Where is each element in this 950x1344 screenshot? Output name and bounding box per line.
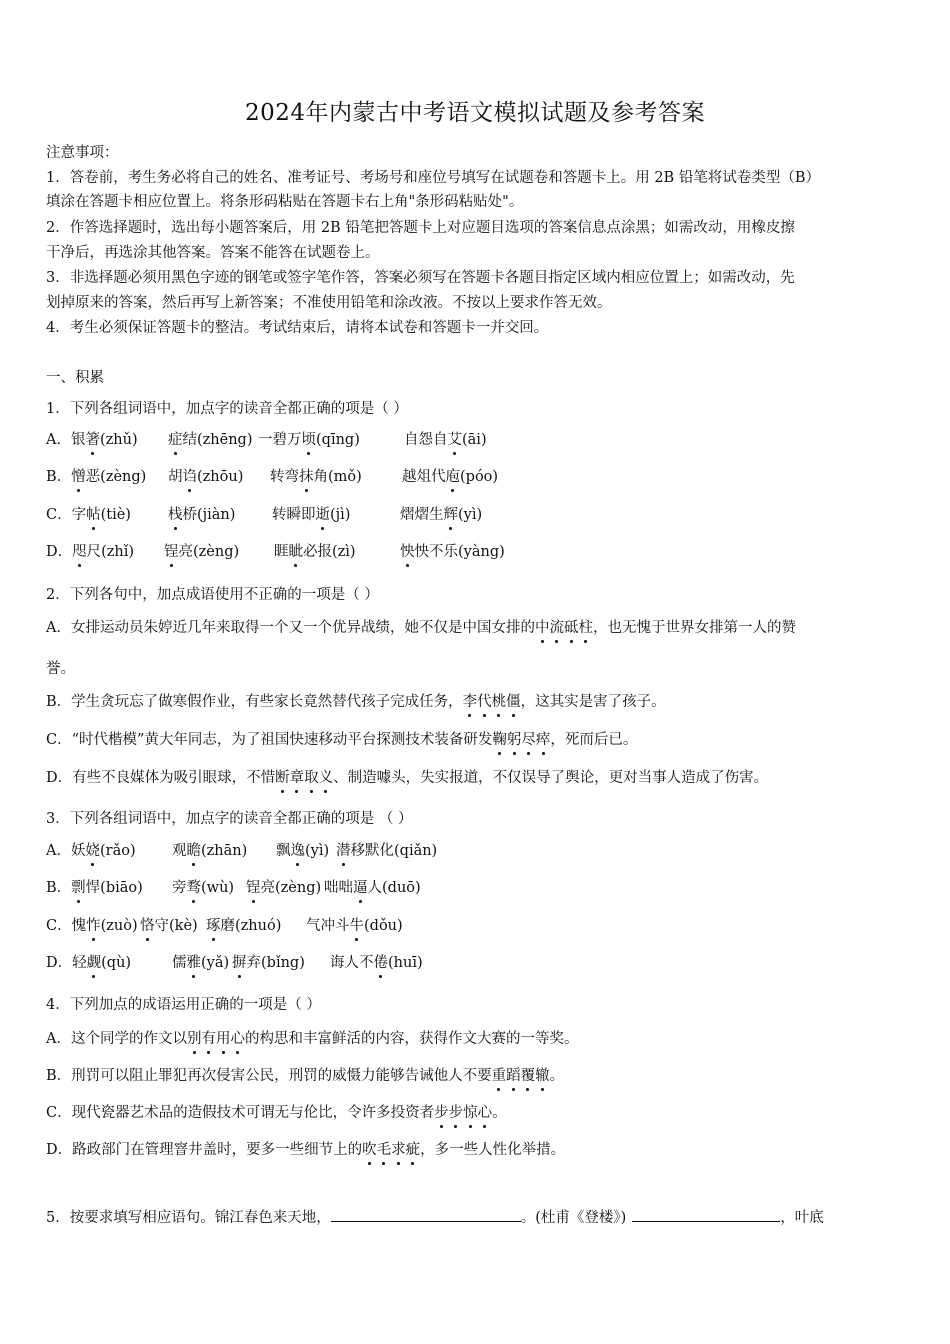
q2-option-b: B．学生贪玩忘了做寒假作业，有些家长竟然替代孩子完成任务，李代桃僵，这其实是害了孩子。	[46, 694, 666, 710]
emphasis-char: 鞠	[492, 732, 507, 748]
idiom-d	[275, 770, 333, 786]
emphasis-char: 桃	[491, 694, 507, 710]
notice-line-2b: 干净后，再选涂其他答案。答案不能答在试题卷上。	[46, 245, 380, 261]
emphasis-char: 步	[434, 1105, 449, 1121]
emphasis-char: 辙	[535, 1068, 550, 1084]
q2-option-d: D．有些不良媒体为吸引眼球，不惜断章取义、制造噱头，失实报道，不仅误导了舆论，更对当事人造成了伤害。	[46, 770, 769, 786]
notice-line-2a: 2．作答选择题时，选出每小题答案后，用 2B 铅笔把答题卡上对应题目选项的答案信息点涂黑；如需改动，用橡皮擦	[46, 220, 795, 236]
emphasis-char: 毛	[376, 1142, 392, 1158]
q2-option-a-cont: 誉。	[46, 661, 75, 677]
emphasis-char: 疵	[405, 1142, 421, 1158]
q5-line: 5．按要求填写相应语句。锦江春色来天地， 。(杜甫《登楼》) ，叶底	[46, 1210, 824, 1226]
q1-option-a: A．银箸(zhǔ) 症结(zhēng) 一碧万顷(qīng) 自怨自艾(āi)	[46, 432, 487, 448]
idiom-c	[492, 732, 550, 748]
emphasis-char: 用	[215, 1031, 231, 1047]
emphasis-char: 取	[304, 770, 319, 786]
emphasis-char: 吹	[362, 1142, 377, 1158]
answer-blank-1[interactable]	[331, 1219, 521, 1222]
emphasis-char: 瘁	[535, 732, 551, 748]
emphasis-char: 心	[230, 1031, 245, 1047]
q3-option-c: C．愧怍(zuò) 恪守(kè) 琢磨(zhuó) 气冲斗牛(dǒu)	[46, 918, 403, 934]
emphasis-char: 柱	[578, 620, 593, 636]
q3-option-a: A．妖娆(rǎo) 观瞻(zhān) 飘逸(yì) 潜移默化(qiǎn)	[46, 843, 438, 859]
q1-option-d: D．咫尺(zhǐ) 锃亮(zèng) 睚眦必报(zì) 怏怏不乐(yàng)	[46, 544, 505, 560]
notice-line-1a: 1．答卷前，考生务必将自己的姓名、准考证号、考场号和座位号填写在试题卷和答题卡上。用 2B 铅笔将试卷类型（B）	[46, 170, 820, 186]
notice-line-3b: 划掉原来的答案，然后再写上新答案；不准使用铅笔和涂改液。不按以上要求作答无效。	[46, 295, 612, 311]
emphasis-char: 义	[318, 770, 334, 786]
q1-option-c: C．字帖(tiè) 栈桥(jiàn) 转瞬即逝(jì) 熠熠生辉(yì)	[46, 507, 483, 523]
emphasis-char: 章	[289, 770, 305, 786]
q4-option-c: C．现代瓷器艺术品的造假技术可谓无与伦比，令许多投资者步步惊心。	[46, 1105, 507, 1121]
q2-stem: 2．下列各句中，加点成语使用不正确的一项是（ ）	[46, 587, 379, 603]
notice-line-3a: 3．非选择题必须用黑色字迹的钢笔或签字笔作答，答案必须写在答题卡各题目指定区域内相应位置上；如需改动，先	[46, 270, 795, 286]
idiom-d	[362, 1142, 420, 1158]
emphasis-char: 惊	[463, 1105, 478, 1121]
answer-blank-2[interactable]	[632, 1219, 780, 1222]
q2-option-c: C．“时代楷模”黄大年同志，为了祖国快速移动平台探测技术装备研发鞠躬尽瘁，死而后已。	[46, 732, 638, 748]
q4-option-a: A．这个同学的作文以别有用心的构思和丰富鲜活的内容，获得作文大赛的一等奖。	[46, 1031, 579, 1047]
q4-stem: 4．下列加点的成语运用正确的一项是（ ）	[46, 997, 321, 1013]
emphasis-char: 断	[275, 770, 290, 786]
emphasis-char: 代	[477, 694, 492, 710]
idiom-c	[434, 1105, 492, 1121]
emphasis-char: 躬	[506, 732, 522, 748]
notice-line-4: 4．考生必须保证答题卡的整洁。考试结束后，请将本试卷和答题卡一并交回。	[46, 320, 549, 336]
idiom-a	[187, 1031, 245, 1047]
q4-option-b: B．刑罚可以阻止罪犯再次侵害公民，刑罚的威慑力能够告诫他人不要重蹈覆辙。	[46, 1068, 565, 1084]
notice-heading: 注意事项：	[46, 145, 119, 161]
emphasis-char: 僵	[506, 694, 521, 710]
idiom-a	[535, 620, 593, 636]
emphasis-char: 有	[201, 1031, 216, 1047]
emphasis-char: 流	[549, 620, 564, 636]
emphasis-char: 砥	[563, 620, 579, 636]
q3-stem: 3．下列各组词语中，加点字的读音全都正确的项是 （ ）	[46, 811, 413, 827]
q3-option-b: B．剽悍(biāo) 旁骛(wù) 锃亮(zèng) 咄咄逼人(duō)	[46, 880, 421, 896]
emphasis-char: 覆	[520, 1068, 536, 1084]
emphasis-char: 中	[534, 620, 550, 636]
q2-option-a: A．女排运动员朱婷近几年来取得一个又一个优异战绩，她不仅是中国女排的中流砥柱，也无愧于世界女排第一人的赞	[46, 620, 796, 636]
emphasis-char: 心	[477, 1105, 493, 1121]
emphasis-char: 重	[491, 1068, 507, 1084]
notice-line-1b: 填涂在答题卡相应位置上。将条形码粘贴在答题卡右上角"条形码粘贴处"。	[46, 194, 524, 210]
q4-option-d: D．路政部门在管理窨井盖时，要多一些细节上的吹毛求疵，多一些人性化举措。	[46, 1142, 566, 1158]
page-title: 2024年内蒙古中考语文模拟试题及参考答案	[244, 100, 706, 126]
q1-option-b: B．憎恶(zèng) 胡诌(zhōu) 转弯抹角(mǒ) 越俎代庖(póo)	[46, 469, 499, 485]
emphasis-char: 别	[186, 1031, 202, 1047]
emphasis-char: 蹈	[506, 1068, 521, 1084]
q1-stem: 1．下列各组词语中，加点字的读音全都正确的项是（ ）	[46, 401, 408, 417]
section-heading: 一、积累	[46, 370, 104, 386]
emphasis-char: 步	[448, 1105, 464, 1121]
idiom-b	[463, 694, 521, 710]
idiom-b	[492, 1068, 550, 1084]
emphasis-char: 尽	[521, 732, 536, 748]
emphasis-char: 求	[391, 1142, 406, 1158]
q3-option-d: D．轻觑(qù) 儒雅(yǎ) 摒弃(bǐng) 诲人不倦(huī)	[46, 955, 423, 971]
emphasis-char: 李	[462, 694, 478, 710]
